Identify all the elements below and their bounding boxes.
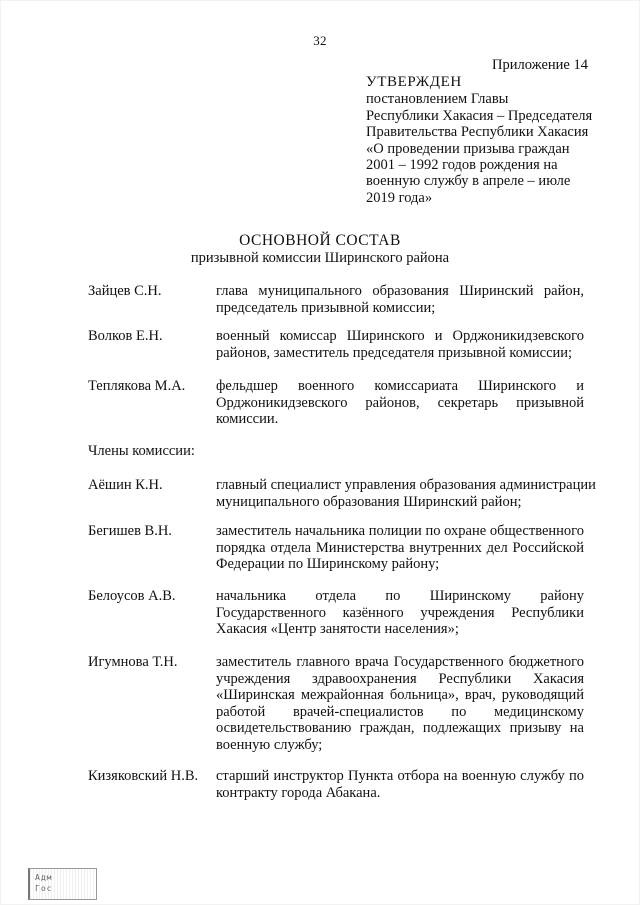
person-name: Кизяковский Н.В. [88, 768, 199, 784]
person-name: Белоусов А.В. [88, 588, 176, 604]
person-role [216, 588, 584, 638]
person-role [216, 378, 584, 428]
role-line: Орджоникидзевского районов, секретарь призывной [216, 394, 584, 411]
role-line: освидетельствованию граждан, подлежащих призыву на [216, 720, 584, 737]
approval-line: 2001 – 1992 годов рождения на [366, 157, 558, 174]
role-line: Федерации по Ширинскому району; [216, 556, 440, 573]
registration-stamp [28, 868, 97, 900]
person-role [216, 283, 584, 316]
role-line: порядка отдела Министерства внутренних дел Российской [216, 539, 584, 556]
page-number: 32 [313, 33, 327, 48]
appendix-label: Приложение 14 [492, 57, 588, 73]
approval-heading: УТВЕРЖДЕН [366, 74, 462, 90]
role-line: заместитель главного врача Государственного бюджетного [216, 654, 584, 670]
approval-block [366, 74, 606, 206]
approval-line: Правительства Республики Хакасия [366, 124, 589, 141]
role-line: военный комиссар Ширинского и Орджоникидзевского [216, 328, 584, 344]
role-line: Хакасия «Центр занятости населения»; [216, 621, 459, 638]
stamp-text: Адм [35, 873, 53, 882]
person-name: Игумнова Т.Н. [88, 654, 178, 670]
role-line: контракту города Абакана. [216, 784, 381, 801]
approval-line: постановлением Главы [366, 91, 509, 108]
person-name: Аёшин К.Н. [88, 477, 163, 493]
approval-line: 2019 года» [366, 189, 433, 206]
role-line: комиссии. [216, 411, 279, 428]
approval-line: Республики Хакасия – Председателя [366, 107, 593, 124]
role-line: Государственного казённого учреждения Республики [216, 604, 584, 621]
role-line: глава муниципального образования Ширинский район, [216, 283, 584, 299]
approval-line: «О проведении призыва граждан [366, 140, 570, 157]
role-line: работой врачей-специалистов по медицинскому [216, 703, 584, 720]
role-line: главный специалист управления образования администрации [216, 477, 596, 493]
document-title: ОСНОВНОЙ СОСТАВ [239, 232, 401, 249]
role-line: районов, заместитель председателя призывной комиссии; [216, 344, 573, 361]
approval-line: военную службу в апреле – июле [366, 173, 571, 190]
person-role [216, 328, 584, 361]
stamp-text: Гос [35, 884, 53, 893]
person-role [216, 477, 596, 510]
person-name: Зайцев С.Н. [88, 283, 162, 299]
role-line: «Ширинская межрайонная больница», врач, руководящий [216, 687, 584, 704]
document-subtitle: призывной комиссии Ширинского района [190, 250, 450, 266]
role-line: учреждения здравоохранения Республики Хакасия [216, 670, 584, 687]
person-role [216, 768, 584, 801]
person-role [216, 654, 584, 754]
person-role [216, 523, 584, 573]
role-line: председатель призывной комиссии; [216, 299, 436, 316]
members-label: Члены комиссии: [88, 443, 195, 459]
role-line: заместитель начальника полиции по охране общественного [216, 523, 584, 539]
role-line: старший инструктор Пункта отбора на военную службу по [216, 768, 584, 784]
role-line: военную службу; [216, 736, 323, 753]
role-line: муниципального образования Ширинский район; [216, 493, 522, 510]
role-line: фельдшер военного комиссариата Ширинского и [216, 378, 584, 394]
person-name: Бегишев В.Н. [88, 523, 172, 539]
person-name: Волков Е.Н. [88, 328, 163, 344]
role-line: начальника отдела по Ширинскому району [216, 588, 584, 604]
person-name: Теплякова М.А. [88, 378, 186, 394]
